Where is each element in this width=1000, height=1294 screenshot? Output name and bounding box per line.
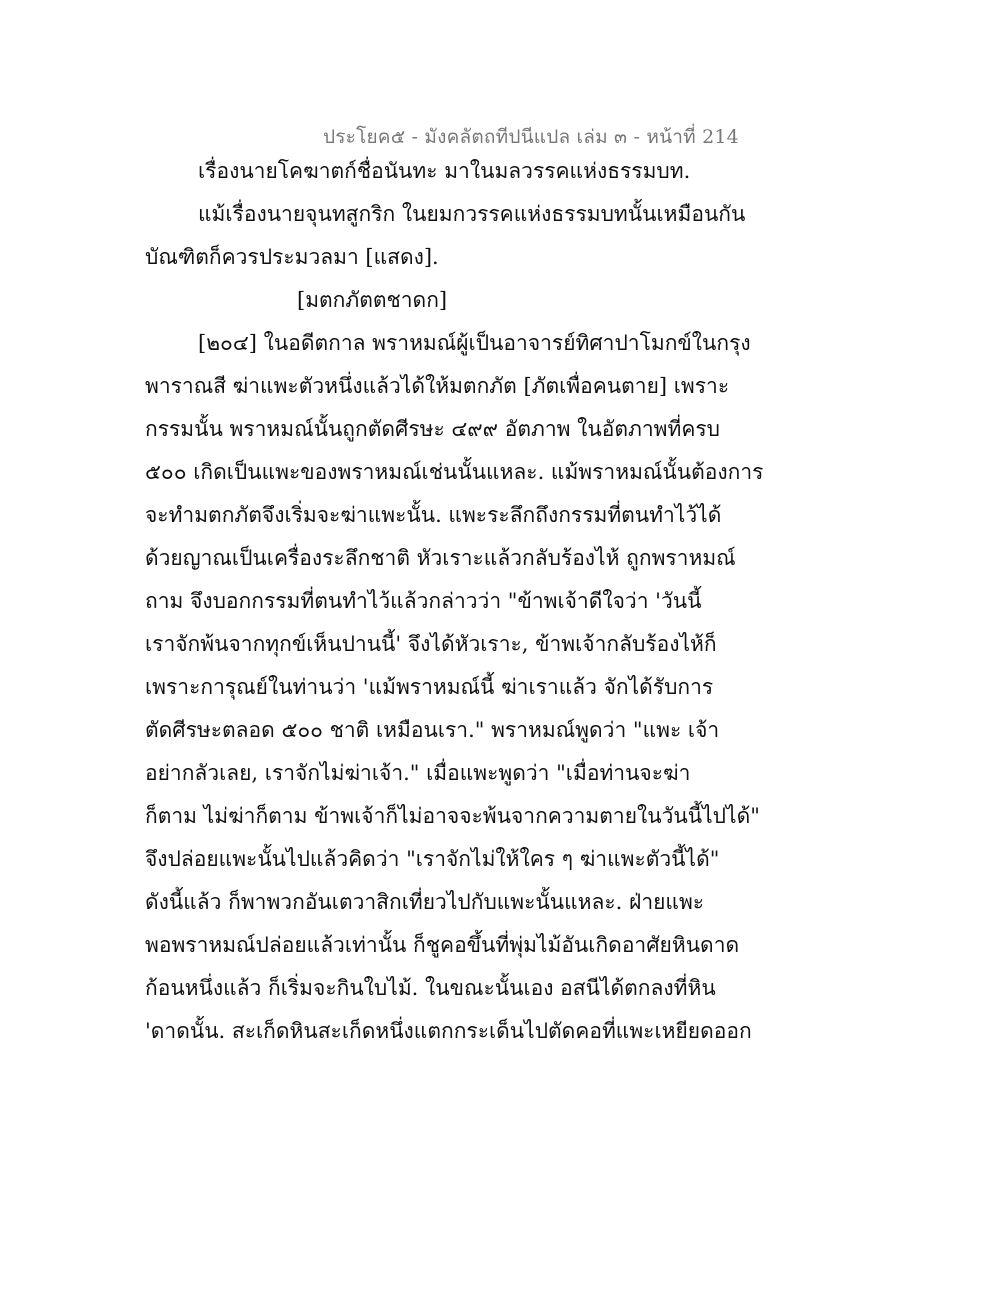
text-line: จะทำมตกภัตจึงเริ่มจะฆ่าแพะนั้น. แพะระลึกถึงกรรมที่ตนทำไว้ได้ <box>145 503 722 527</box>
text-line: ๕๐๐ เกิดเป็นแพะของพราหมณ์เช่นนั้นแหละ. แม้พราหมณ์นั้นต้องการ <box>145 460 764 484</box>
text-line: ก้อนหนึ่งแล้ว ก็เริ่มจะกินใบไม้. ในขณะนั้นเอง อสนีได้ตกลงที่หิน <box>145 976 716 1000</box>
text-line: อย่ากลัวเลย, เราจักไม่ฆ่าเจ้า." เมื่อแพะพูดว่า "เมื่อท่านจะฆ่า <box>145 761 691 785</box>
text-line: ถาม จึงบอกกรรมที่ตนทำไว้แล้วกล่าวว่า "ข้าพเจ้าดีใจว่า 'วันนี้ <box>145 589 702 613</box>
text-line: แม้เรื่องนายจุนทสูกริก ในยมกวรรคแห่งธรรมบทนั้นเหมือนกัน <box>198 202 746 226</box>
text-line: จึงปล่อยแพะนั้นไปแล้วคิดว่า "เราจักไม่ให้ใคร ๆ ฆ่าแพะตัวนี้ได้" <box>145 847 720 871</box>
text-line: [๒๐๔] ในอดีตกาล พราหมณ์ผู้เป็นอาจารย์ทิศาปาโมกข์ในกรุง <box>198 331 751 355</box>
section-title: [มตกภัตตชาดก] <box>297 288 448 312</box>
text-line: เพราะการุณย์ในท่านว่า 'แม้พราหมณ์นี้ ฆ่าเราแล้ว จักได้รับการ <box>145 675 714 699</box>
text-line: บัณฑิตก็ควรประมวลมา [แสดง]. <box>145 245 439 269</box>
text-line: เราจักพ้นจากทุกข์เห็นปานนี้' จึงได้หัวเราะ, ข้าพเจ้ากลับร้องไห้ก็ <box>145 632 717 656</box>
text-line: ก็ตาม ไม่ฆ่าก็ตาม ข้าพเจ้าก็ไม่อาจจะพ้นจากความตายในวันนี้ไปได้" <box>145 804 760 828</box>
text-line: พาราณสี ฆ่าแพะตัวหนึ่งแล้วได้ให้มตกภัต [ภัตเพื่อคนตาย] เพราะ <box>145 374 730 398</box>
text-line: ด้วยญาณเป็นเครื่องระลึกชาติ หัวเราะแล้วกลับร้องไห้ ถูกพราหมณ์ <box>145 546 736 570</box>
text-line: 'ดาดนั้น. สะเก็ดหินสะเก็ดหนึ่งแตกกระเด็นไปตัดคอที่แพะเหยียดออก <box>145 1019 752 1043</box>
text-line: ตัดศีรษะตลอด ๕๐๐ ชาติ เหมือนเรา." พราหมณ์พูดว่า "แพะ เจ้า <box>145 718 720 742</box>
text-line: พอพราหมณ์ปล่อยแล้วเท่านั้น ก็ชูคอขึ้นที่พุ่มไม้อันเกิดอาศัยหินดาด <box>145 933 740 957</box>
page-header: ประโยค๕ - มังคลัตถทีปนีแปล เล่ม ๓ - หน้าที่ 214 <box>323 126 739 148</box>
text-line: กรรมนั้น พราหมณ์นั้นถูกตัดศีรษะ ๔๙๙ อัตภาพ ในอัตภาพที่ครบ <box>145 417 720 441</box>
body-text <box>145 150 764 1053</box>
text-line: เรื่องนายโคฆาตก์ชื่อนันทะ มาในมลวรรคแห่งธรรมบท. <box>198 159 691 183</box>
text-line: ดังนี้แล้ว ก็พาพวกอันเตวาสิกเที่ยวไปกับแพะนั้นแหละ. ฝ่ายแพะ <box>145 890 705 914</box>
